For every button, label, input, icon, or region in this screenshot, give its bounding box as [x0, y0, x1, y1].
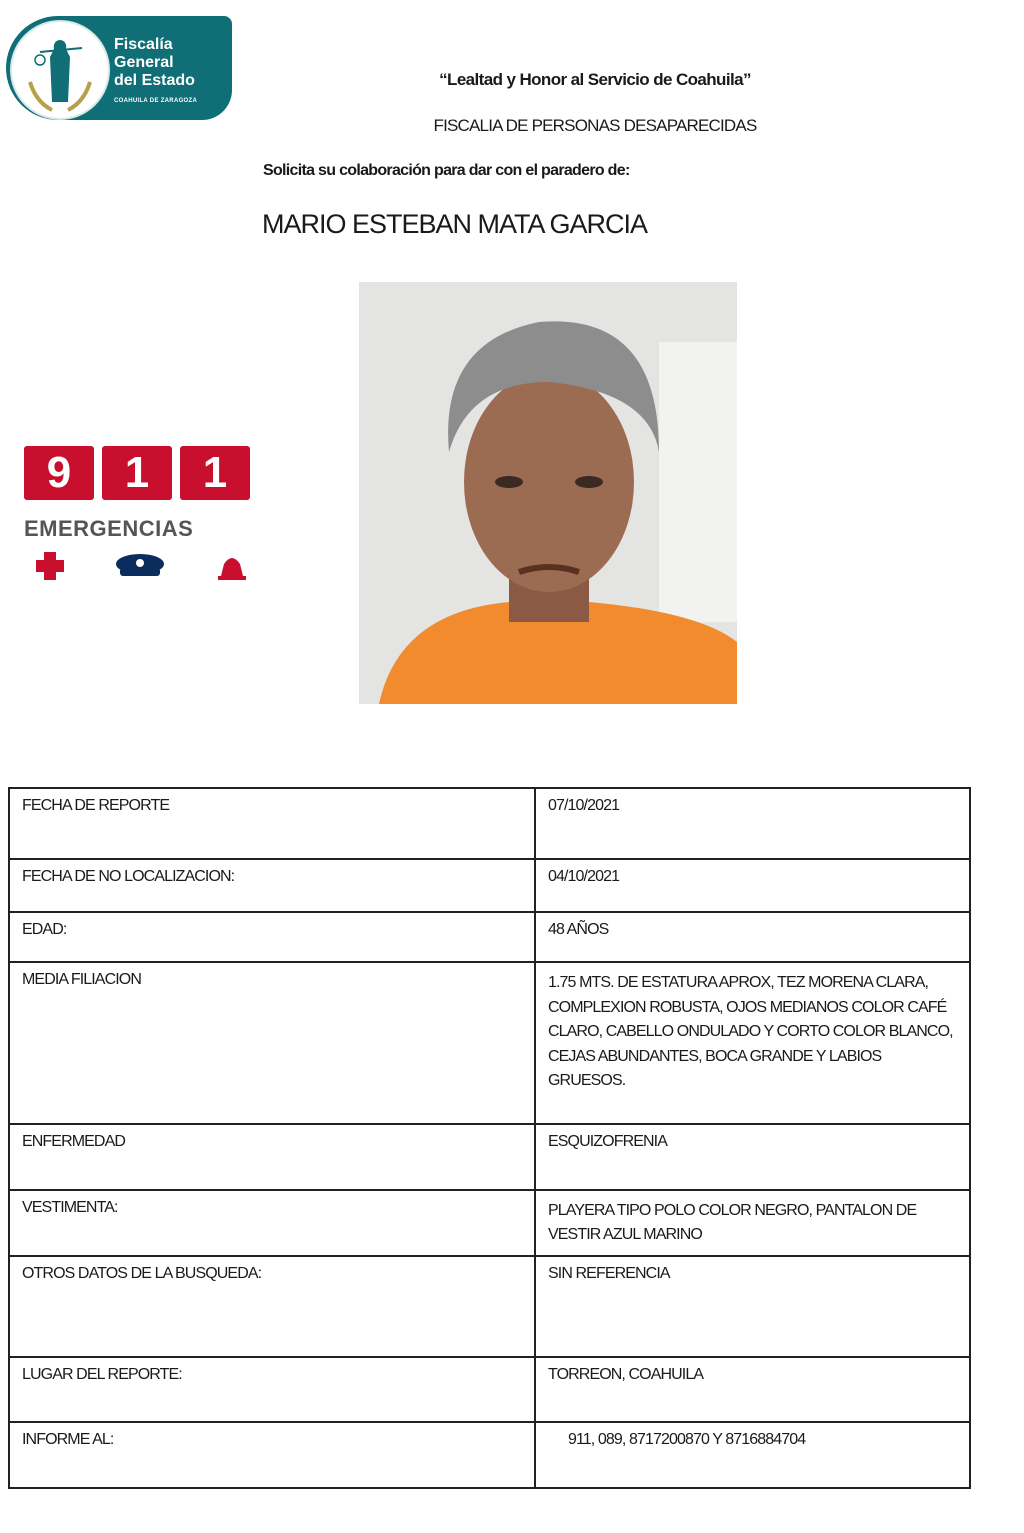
row-label-media-filiacion: MEDIA FILIACION: [9, 962, 535, 1124]
row-label-otros-datos: OTROS DATOS DE LA BUSQUEDA:: [9, 1256, 535, 1357]
office-title: FISCALIA DE PERSONAS DESAPARECIDAS: [433, 116, 757, 135]
digit-9: 9: [24, 446, 94, 500]
row-label-fecha-reporte: FECHA DE REPORTE: [9, 788, 535, 859]
row-value-fecha-no-localizacion: 04/10/2021: [535, 859, 970, 912]
row-value-enfermedad: ESQUIZOFRENIA: [535, 1124, 970, 1190]
row-value-media-filiacion: 1.75 MTS. DE ESTATURA APROX, TEZ MORENA CLARA, COMPLEXION ROBUSTA, OJOS MEDIANOS COLOR CAFÉ CLARO, CABELLO ONDULADO Y CORTO COLOR BLANCO, CEJAS ABUNDANTES, BOCA GRANDE Y LABIOS GRUESOS.: [535, 962, 970, 1124]
fire-icon: [214, 550, 250, 582]
digit-1b: 1: [180, 446, 250, 500]
missing-person-info-table: [8, 787, 971, 1489]
row-value-lugar-reporte: TORREON, COAHUILA: [535, 1357, 970, 1422]
police-cap-icon: [114, 552, 166, 580]
row-label-vestimenta: VESTIMENTA:: [9, 1190, 535, 1256]
request-text: Solicita su colaboración para dar con el paradero de:: [263, 162, 630, 179]
digit-1a: 1: [102, 446, 172, 500]
table-row: [9, 1256, 970, 1357]
missing-person-photo: [359, 282, 737, 704]
table-row: [9, 1124, 970, 1190]
row-value-vestimenta: PLAYERA TIPO POLO COLOR NEGRO, PANTALON DE VESTIR AZUL MARINO: [535, 1190, 970, 1256]
row-label-fecha-no-localizacion: FECHA DE NO LOCALIZACION:: [9, 859, 535, 912]
table-row: [9, 1422, 970, 1488]
table-row: [9, 859, 970, 912]
person-photo-icon: [359, 282, 737, 704]
row-value-edad: 48 AÑOS: [535, 912, 970, 962]
table-row: [9, 788, 970, 859]
logo-title: Fiscalía General del Estado: [114, 36, 195, 89]
table-row: [9, 962, 970, 1124]
row-label-edad: EDAD:: [9, 912, 535, 962]
row-value-fecha-reporte: 07/10/2021: [535, 788, 970, 859]
row-value-informe-al: 911, 089, 8717200870 Y 8716884704: [535, 1422, 970, 1488]
table-row: [9, 1190, 970, 1256]
table-row: [9, 912, 970, 962]
logo-subtitle: COAHUILA DE ZARAGOZA: [114, 98, 198, 104]
fiscalia-logo: [6, 16, 232, 120]
motto: “Lealtad y Honor al Servicio de Coahuila”: [439, 70, 751, 89]
row-label-enfermedad: ENFERMEDAD: [9, 1124, 535, 1190]
missing-person-name: MARIO ESTEBAN MATA GARCIA: [262, 209, 648, 239]
cross-icon: [30, 550, 70, 582]
emergency-label: EMERGENCIAS: [24, 516, 194, 541]
row-label-informe-al: INFORME AL:: [9, 1422, 535, 1488]
emergency-911-logo: [24, 446, 254, 586]
row-label-lugar-reporte: LUGAR DEL REPORTE:: [9, 1357, 535, 1422]
row-value-otros-datos: SIN REFERENCIA: [535, 1256, 970, 1357]
table-row: [9, 1357, 970, 1422]
